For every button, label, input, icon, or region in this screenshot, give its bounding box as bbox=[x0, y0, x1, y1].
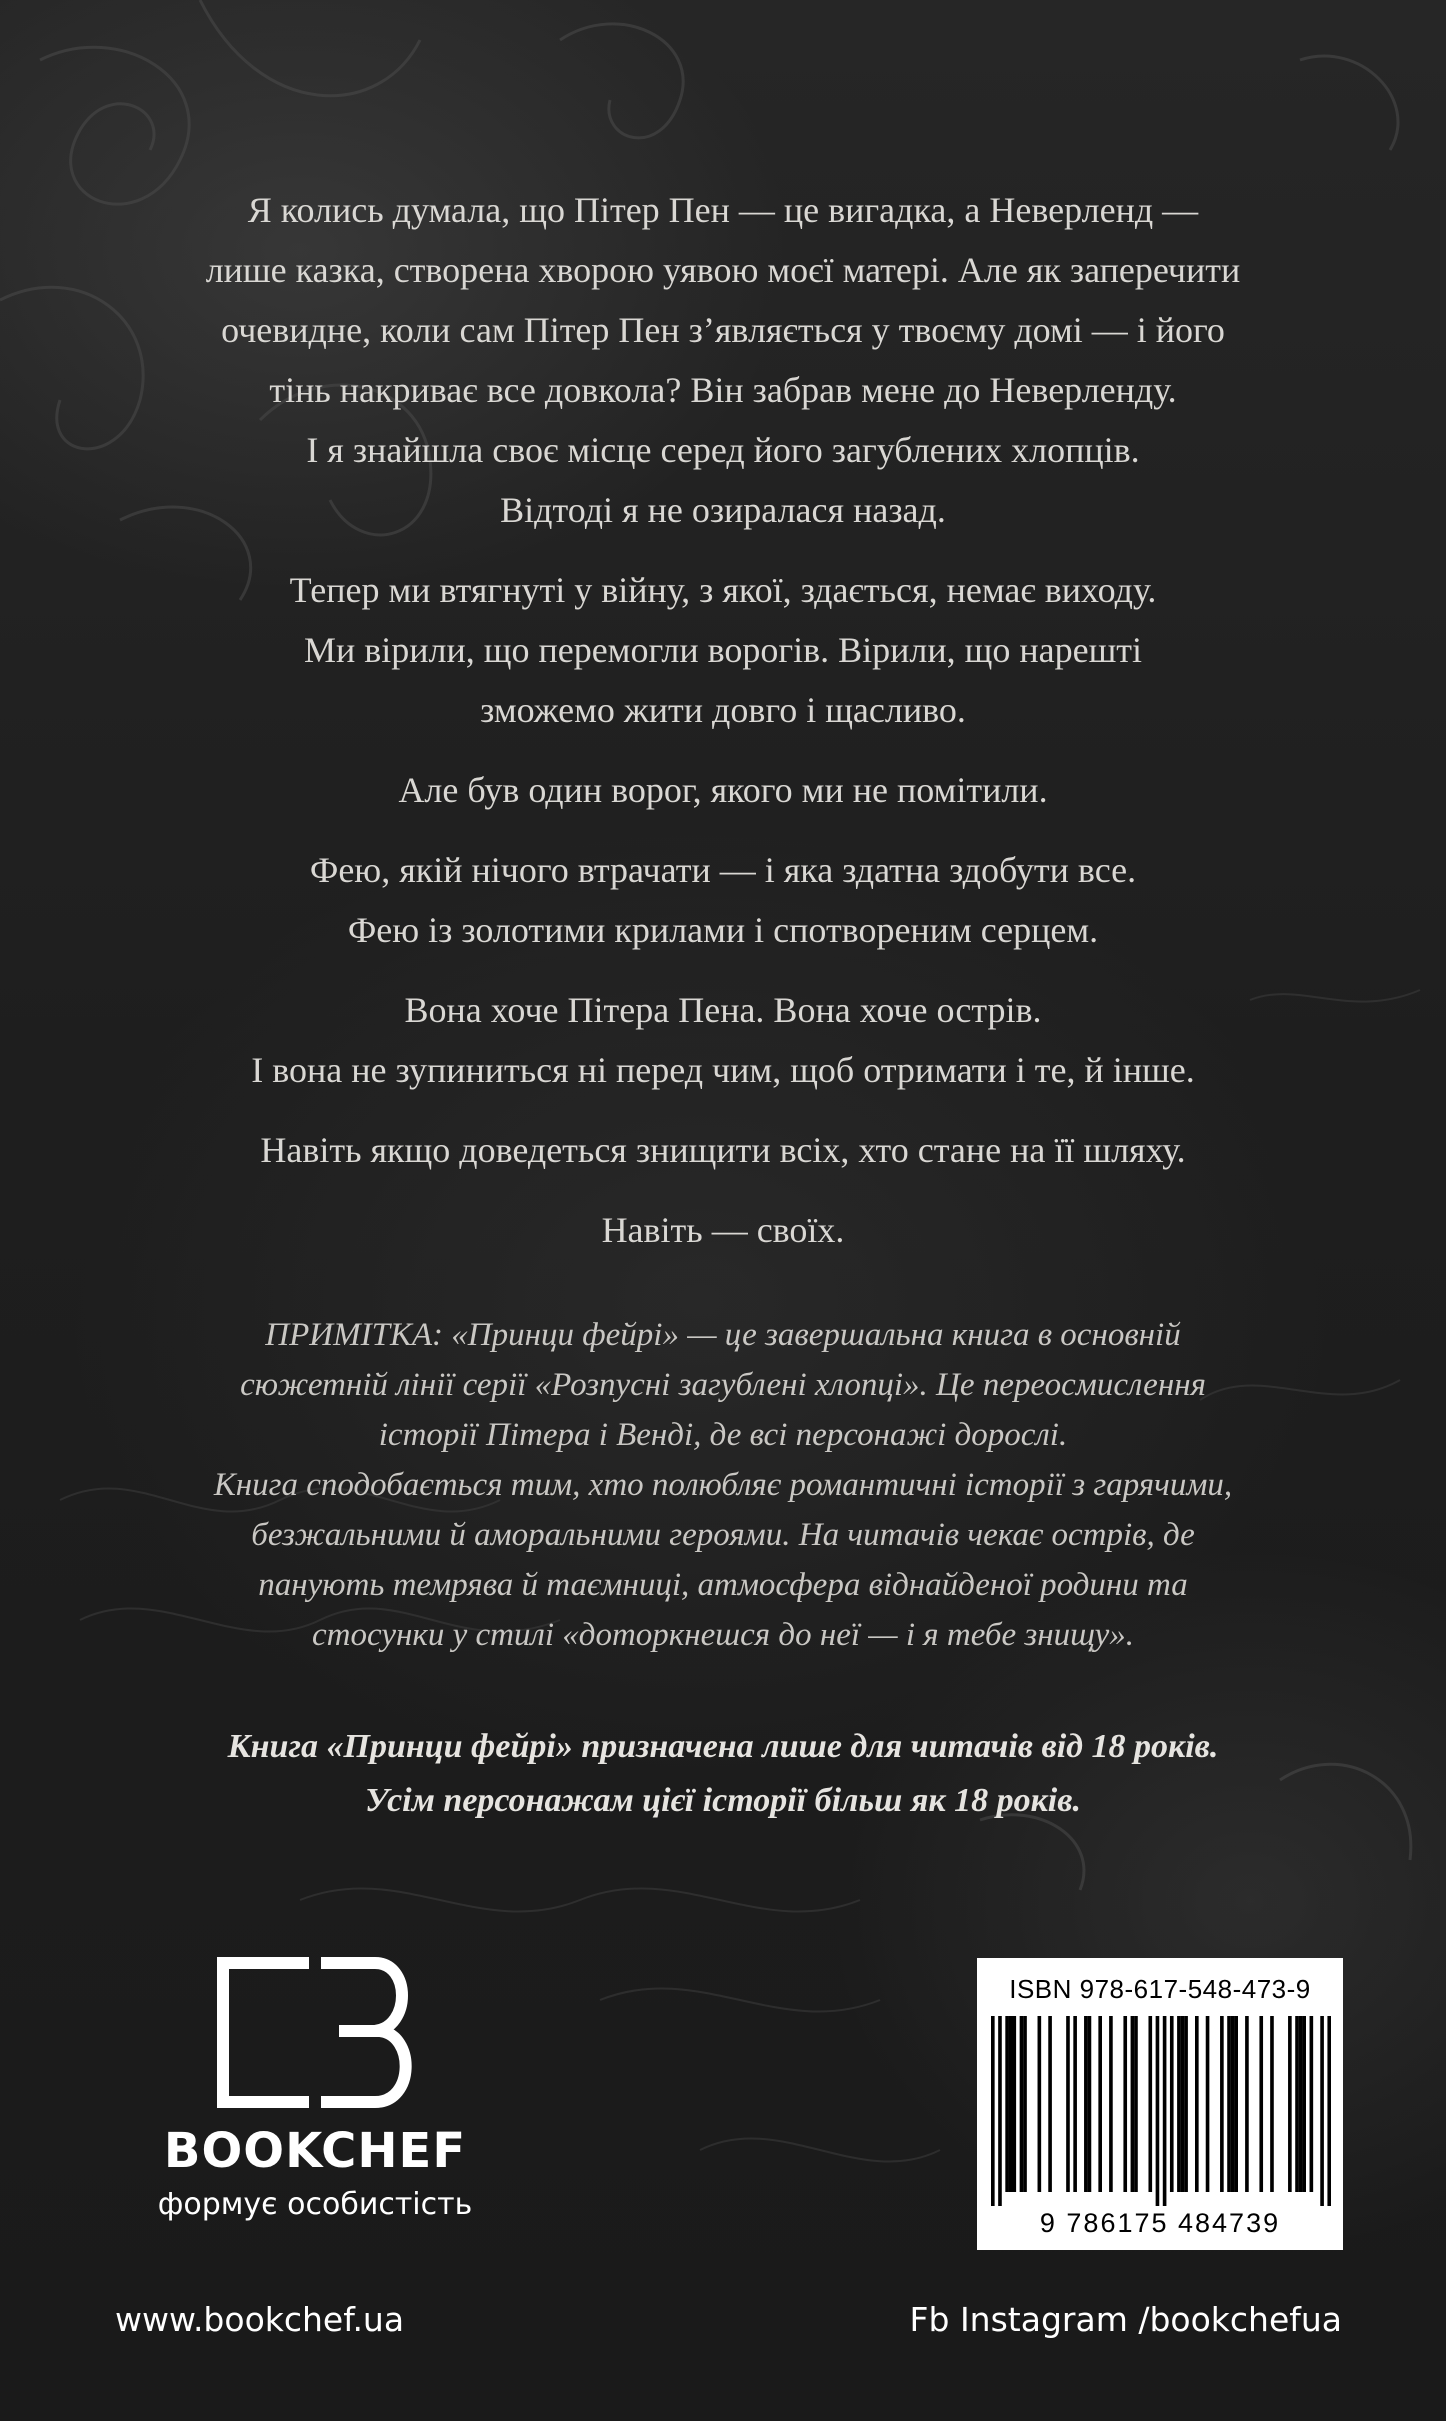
barcode-bar bbox=[1020, 2016, 1024, 2192]
barcode-bar bbox=[1038, 2016, 1042, 2192]
bookchef-logo-icon bbox=[215, 1955, 415, 2110]
barcode-bar bbox=[1073, 2016, 1077, 2192]
publisher-social-handles: Fb Instagram /bookchefua bbox=[909, 2300, 1342, 2339]
barcode-bar bbox=[1066, 2016, 1070, 2192]
barcode-bar bbox=[1163, 2016, 1167, 2206]
barcode-bar bbox=[1327, 2016, 1331, 2206]
barcode-digits: 9 786175 484739 bbox=[1039, 2208, 1281, 2238]
barcode-bar bbox=[1195, 2016, 1199, 2192]
barcode-bar bbox=[1084, 2016, 1088, 2192]
barcode-bar bbox=[998, 2016, 1002, 2206]
blurb-paragraph-1: Я колись думала, що Пітер Пен — це вигадка, а Неверленд — лише казка, створена хворою уявою моєї матері. Але як заперечити очевидне, коли сам Пітер Пен з’являється у твоєму домі — і його тінь накриває все довкола? Він забрав мене до Неверленду. І я знайшла своє місце серед його загублених хлопців. Відтоді я не озиралася назад. bbox=[205, 190, 1241, 530]
barcode-bar bbox=[1299, 2016, 1303, 2192]
barcode-bar bbox=[1288, 2016, 1292, 2192]
publisher-website: www.bookchef.ua bbox=[115, 2300, 405, 2339]
barcode-bar bbox=[1177, 2016, 1181, 2192]
barcode-bar bbox=[1245, 2016, 1249, 2192]
barcode-bar bbox=[1220, 2016, 1224, 2192]
age-restriction-notice: Книга «Принци фейрі» призначена лише для читачів від 18 років. Усім персонажам цієї історії більш як 18 років. bbox=[227, 1728, 1219, 1819]
barcode-bar bbox=[1170, 2016, 1174, 2192]
barcode-bar bbox=[1123, 2016, 1127, 2192]
barcode-bar bbox=[1184, 2016, 1188, 2192]
barcode-bar bbox=[1270, 2016, 1274, 2192]
barcode-bar bbox=[1295, 2016, 1299, 2192]
barcode-bar bbox=[1234, 2016, 1238, 2192]
blurb-paragraph-7: Навіть — своїх. bbox=[601, 1210, 845, 1250]
barcode-bar bbox=[1131, 2016, 1135, 2192]
publisher-note: ПРИМІТКА: «Принци фейрі» — це завершальна книга в основній сюжетній лінії серії «Розпусні загублені хлопці». Це переосмислення історії Пітера і Венді, де всі персонажі дорослі. Книга сподобається тим, хто полюбляє романтичні історії з гарячими, безжальними й аморальними героями. На читачів чекає острів, де панують темрява й таємниці, атмосфера віднайденої родини та стосунки у стилі «доторкнешся до неї — і я тебе знищу». bbox=[213, 1317, 1233, 1653]
blurb-paragraph-6: Навіть якщо доведеться знищити всіх, хто стане на її шляху. bbox=[260, 1130, 1186, 1170]
barcode-bar bbox=[991, 2016, 995, 2206]
publisher-logo bbox=[115, 1955, 515, 2245]
isbn-label: ISBN 978-617-548-473-9 bbox=[1009, 1974, 1311, 2004]
blurb-paragraph-5: Вона хоче Пітера Пена. Вона хоче острів. І вона не зупиниться ні перед чим, щоб отримати і те, й інше. bbox=[251, 990, 1195, 1090]
isbn-barcode bbox=[977, 1958, 1343, 2250]
barcode-bar bbox=[1005, 2016, 1009, 2192]
barcode-bar bbox=[1231, 2016, 1235, 2192]
barcode-bar bbox=[1148, 2016, 1152, 2192]
blurb-paragraph-2: Тепер ми втягнуті у війну, з якої, здається, немає виходу. Ми вірили, що перемогли ворогів. Вірили, що нарешті зможемо жити довго і щасливо. bbox=[289, 570, 1157, 730]
barcode-bar bbox=[1156, 2016, 1160, 2206]
barcode-bars bbox=[991, 2016, 1331, 2206]
barcode-bar bbox=[1023, 2016, 1027, 2192]
blurb-paragraph-3: Але був один ворог, якого ми не помітили. bbox=[398, 770, 1048, 810]
barcode-bar bbox=[1009, 2016, 1013, 2192]
barcode-bar bbox=[1310, 2016, 1314, 2192]
barcode-bar bbox=[1012, 2016, 1016, 2192]
barcode-bar bbox=[1181, 2016, 1185, 2192]
blurb-text bbox=[90, 180, 1356, 1280]
barcode-bar bbox=[1302, 2016, 1306, 2192]
barcode-bar bbox=[1088, 2016, 1092, 2192]
publisher-slogan: формує особистість bbox=[157, 2187, 473, 2222]
barcode-bar bbox=[1227, 2016, 1231, 2192]
blurb-paragraph-4: Фею, якій нічого втрачати — і яка здатна здобути все. Фею із золотими крилами і спотвореним серцем. bbox=[309, 850, 1137, 950]
publisher-name: BOOKCHEF bbox=[163, 2123, 467, 2179]
barcode-bar bbox=[1320, 2016, 1324, 2206]
barcode-bar bbox=[1098, 2016, 1102, 2192]
barcode-bar bbox=[1206, 2016, 1210, 2192]
barcode-bar bbox=[1048, 2016, 1052, 2192]
barcode-bar bbox=[1109, 2016, 1113, 2192]
barcode-bar bbox=[1259, 2016, 1263, 2192]
barcode-bar bbox=[1134, 2016, 1138, 2192]
